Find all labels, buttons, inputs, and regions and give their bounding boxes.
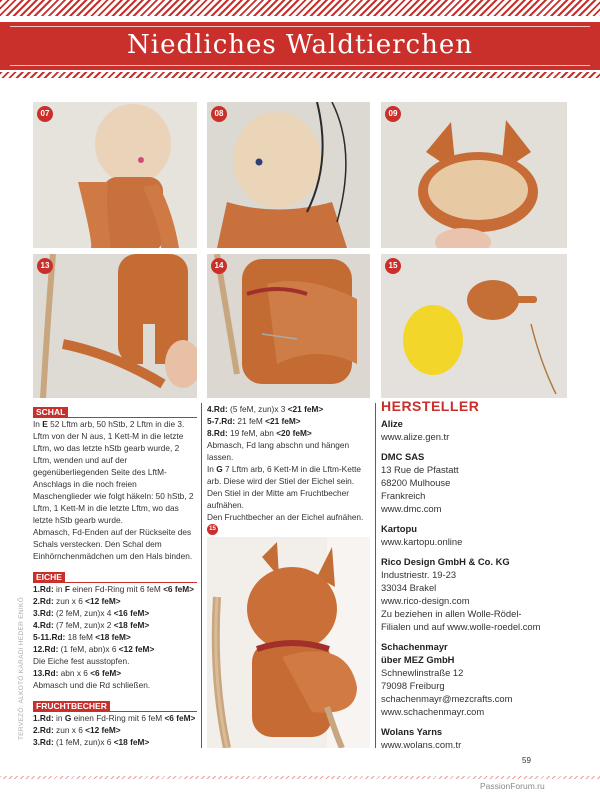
photo-step-08 [207, 102, 370, 248]
note: Abmasch, Fd lang abschn und hängen lassen. [207, 440, 350, 462]
watermark: PassionForum.ru [480, 781, 545, 791]
designer-credit: TERVEZŐ: ALKOTÓ KARADI HEDER ENIKŐ [18, 597, 25, 740]
hersteller-heading: HERSTELLER [381, 398, 480, 414]
page-title: Niedliches Waldtierchen [127, 30, 473, 60]
page-header [0, 0, 600, 78]
photo-step-15 [381, 254, 567, 398]
photo-step-07 [33, 102, 197, 248]
photo-step-13 [33, 254, 197, 398]
note: Abmasch und die Rd schließen. [33, 680, 151, 690]
company-alize: Alize www.alize.gen.tr [381, 418, 450, 442]
step-badge: 08 [211, 106, 227, 122]
photo-finished-squirrel [207, 537, 370, 748]
step-badge: 09 [385, 106, 401, 122]
row-line: 4.Rd: (5 feM, zun)x 3 <21 feM> [207, 404, 324, 414]
step-badge: 13 [37, 258, 53, 274]
row-line: 12.Rd: (1 feM, abn)x 6 <12 feM> [33, 644, 155, 654]
company-wolans: Wolans Yarns www.wolans.com.tr [381, 726, 462, 750]
row-line: 2.Rd: zun x 6 <12 feM> [33, 596, 121, 606]
schal-text-2: Abmasch, Fd-Enden auf der Rückseite des Schals verstecken. Den Schal dem Einhörnchenmädchen um den Hals binden. [33, 527, 193, 561]
step-badge: 14 [211, 258, 227, 274]
company-schachenmayr: Schachenmayr über MEZ GmbH Schnewlinstraße 12 79098 Freiburg schachenmayr@mezcrafts.com www.schachenmayr.com [381, 641, 513, 717]
column-divider [375, 403, 376, 748]
row-line: 5-11.Rd: 18 feM <18 feM> [33, 632, 131, 642]
step-badge: 07 [37, 106, 53, 122]
section-heading-schal: SCHAL [33, 407, 68, 418]
row-line: 5-7.Rd: 21 feM <21 feM> [207, 416, 301, 426]
row-line: 1.Rd: in G einen Fd-Ring mit 6 feM <6 feM> [33, 713, 196, 723]
step-reference-badge: 15 [207, 524, 218, 535]
page-number: 59 [522, 756, 531, 765]
step-badge: 15 [385, 258, 401, 274]
instruction-column-1 [33, 403, 197, 748]
company-kartopu: Kartopu www.kartopu.online [381, 523, 463, 547]
column-divider [201, 403, 202, 748]
footer-stripe-decoration [0, 776, 600, 779]
instruction-column-2 [207, 403, 370, 535]
section-heading-eiche: EICHE [33, 572, 65, 583]
note: Den Fruchtbecher an der Eichel aufnähen. 15 [207, 511, 370, 535]
note: In G 7 Lftm arb, 6 Kett-M in die Lftm-Kette arb. Diese wird der Stiel der Eichel sein. Den Stiel in der Mitte am Fruchtbecher aufnähen. [207, 464, 362, 510]
hersteller-section [381, 400, 581, 751]
row-line: 3.Rd: (1 feM, zun)x 6 <18 feM> [33, 737, 150, 747]
company-dmc: DMC SAS 13 Rue de Pfastatt 68200 Mulhouse Frankreich www.dmc.com [381, 451, 459, 514]
company-rico: Rico Design GmbH & Co. KG Industriestr. 19-23 33034 Brakel www.rico-design.com Zu beziehen in allen Wolle-Rödel- Filialen und auf www.wolle-roedel.com [381, 556, 541, 632]
schal-text: In E 52 Lftm arb, 50 hStb, 2 Lftm in die 3. Lftm von der N aus, 1 Kett-M in die letzte Lftm, wo das letzte hStb gearb wurde, 2 Lftm, wenden und auf der gegenüberliegenden Seite des LftM-Anschlags in die noch freien Maschenglieder wie folgt häkeln: 50 hStb, 2 Lftm, 1 Kett-M in die letzte Lftm, wo das letzte hStb gearb wurde. [33, 419, 194, 525]
header-bottom-stripe [0, 72, 600, 78]
row-line: 3.Rd: (2 feM, zun)x 4 <16 feM> [33, 608, 150, 618]
row-line: 4.Rd: (7 feM, zun)x 2 <18 feM> [33, 620, 150, 630]
row-line: 2.Rd: zun x 6 <12 feM> [33, 725, 121, 735]
photo-step-14 [207, 254, 370, 398]
section-heading-fruchtbecher: FRUCHTBECHER [33, 701, 110, 712]
row-line: 13.Rd: abn x 6 <6 feM> [33, 668, 122, 678]
row-line: 8.Rd: 19 feM, abn <20 feM> [207, 428, 312, 438]
header-stripe-decoration [0, 0, 600, 16]
photo-step-09 [381, 102, 567, 248]
row-line: 1.Rd: in F einen Fd-Ring mit 6 feM <6 feM> [33, 584, 194, 594]
note: Die Eiche fest ausstopfen. [33, 656, 130, 666]
